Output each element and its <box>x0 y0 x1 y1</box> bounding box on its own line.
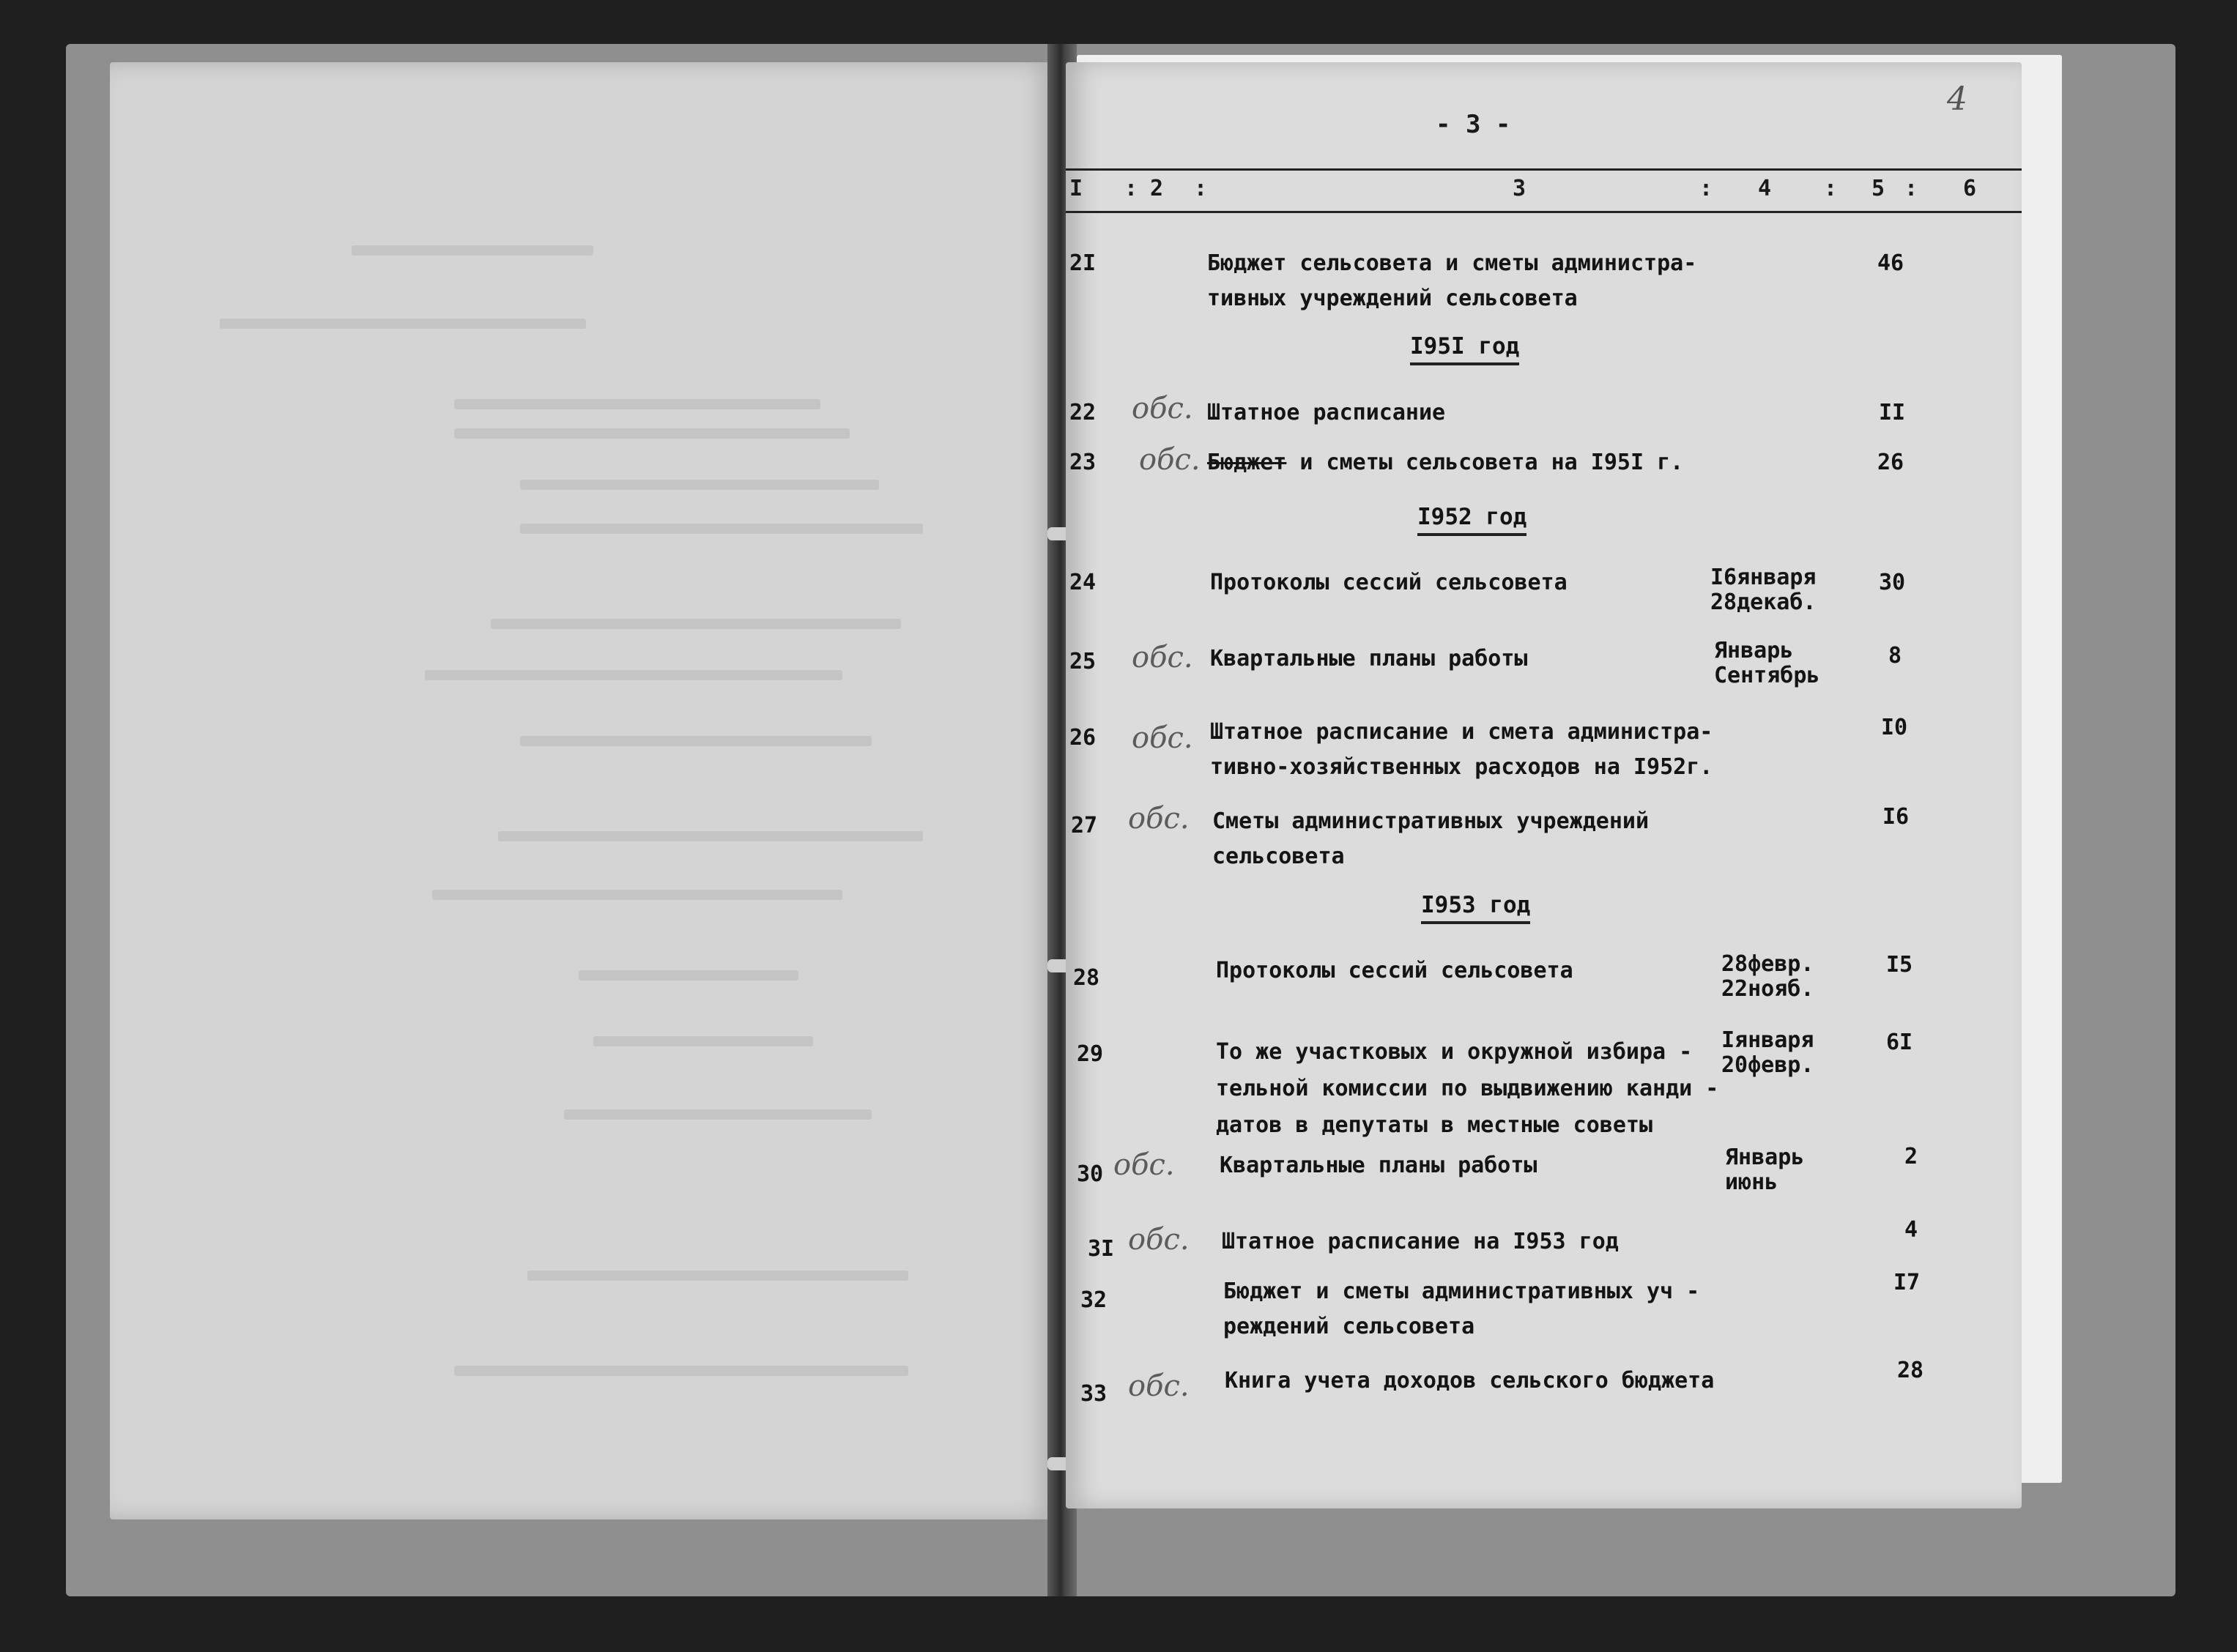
entry-number: 32 <box>1080 1287 1108 1313</box>
handwritten-mark: обс. <box>1128 1369 1190 1403</box>
column-2-header: 2 <box>1150 176 1164 201</box>
header-rule-top <box>1066 168 2022 171</box>
handwritten-sheet-number: 4 <box>1947 81 1967 118</box>
entry-title: Бюджет и сметы административных уч - реждений сельсовета <box>1223 1279 1700 1339</box>
entry-dates: Iянваря 20февр. <box>1721 1027 1814 1078</box>
handwritten-mark: обс. <box>1139 443 1201 477</box>
column-4-header: 4 <box>1758 176 1772 201</box>
entry-number: 22 <box>1069 400 1097 425</box>
header-rule-bottom <box>1066 211 2022 213</box>
handwritten-mark: обс. <box>1132 641 1193 674</box>
year-heading: I95I год <box>1410 333 1519 365</box>
entry-sheets: 4 <box>1904 1217 1918 1243</box>
entry-sheets: 28 <box>1897 1358 1924 1383</box>
entry-title: Штатное расписание на I953 год <box>1222 1229 1619 1254</box>
entry-sheets: II <box>1879 400 1906 425</box>
entry-title: Квартальные планы работы <box>1210 646 1528 671</box>
entry-number: 2I <box>1069 250 1097 276</box>
column-1-header: I <box>1069 176 1083 201</box>
handwritten-mark: обс. <box>1128 1223 1190 1257</box>
entry-title: Бюджет сельсовета и сметы администра- тивных учреждений сельсовета <box>1207 250 1697 311</box>
entry-sheets: I5 <box>1886 952 1913 978</box>
entry-number: 28 <box>1073 965 1100 991</box>
entry-number: 3I <box>1088 1236 1115 1262</box>
year-heading: I952 год <box>1417 504 1526 536</box>
entry-sheets: 26 <box>1877 450 1904 475</box>
page-number: - 3 - <box>1436 110 1511 139</box>
entry-title: Штатное расписание и смета администра- тивно-хозяйственных расходов на I952г. <box>1210 719 1713 780</box>
entry-number: 30 <box>1077 1161 1104 1187</box>
column-3-header: 3 <box>1513 176 1526 201</box>
entry-number: 25 <box>1069 649 1097 674</box>
entry-dates: Январь Сентябрь <box>1714 638 1820 688</box>
entry-title: То же участковых и окружной избира - тельной комиссии по выдвижению канди - датов в депутаты в местные советы <box>1216 1039 1719 1138</box>
entry-sheets: 30 <box>1879 570 1906 595</box>
entry-title: Книга учета доходов сельского бюджета <box>1225 1368 1715 1394</box>
entry-sheets: I0 <box>1881 715 1908 740</box>
entry-title: Протоколы сессий сельсовета <box>1216 958 1573 983</box>
column-5-header: 5 <box>1871 176 1885 201</box>
entry-sheets: 46 <box>1877 250 1904 276</box>
entry-dates: I6января 28декаб. <box>1710 565 1817 615</box>
year-heading: I953 год <box>1421 892 1530 924</box>
handwritten-mark: обс. <box>1113 1148 1175 1182</box>
entry-sheets: I6 <box>1882 804 1910 830</box>
entry-number: 27 <box>1071 813 1098 838</box>
entry-sheets: 2 <box>1904 1144 1918 1169</box>
entry-title: Квартальные планы работы <box>1220 1153 1537 1178</box>
entry-title-line <box>1207 445 1683 480</box>
handwritten-mark: обс. <box>1132 721 1193 755</box>
entry-title: и сметы сельсовета на I95I г. <box>1286 450 1684 475</box>
left-page-blank <box>110 62 1055 1519</box>
entry-dates: 28февр. 22нояб. <box>1721 951 1814 1002</box>
struck-word: Бюджет <box>1207 450 1287 475</box>
entry-number: 24 <box>1069 570 1097 595</box>
entry-number: 33 <box>1080 1381 1108 1407</box>
handwritten-mark: обс. <box>1132 392 1193 425</box>
entry-title: Протоколы сессий сельсовета <box>1210 570 1568 595</box>
handwritten-mark: обс. <box>1128 802 1190 836</box>
entry-title: Сметы административных учреждений сельсовета <box>1212 808 1650 869</box>
entry-title: Штатное расписание <box>1207 400 1446 425</box>
entry-number: 26 <box>1069 725 1097 751</box>
entry-number: 23 <box>1069 450 1097 475</box>
entry-sheets: 6I <box>1886 1030 1913 1055</box>
entry-sheets: 8 <box>1888 643 1902 669</box>
entry-number: 29 <box>1077 1041 1104 1067</box>
entry-dates: Январь июнь <box>1725 1145 1805 1195</box>
entry-sheets: I7 <box>1893 1270 1921 1295</box>
column-6-header: 6 <box>1963 176 1977 201</box>
